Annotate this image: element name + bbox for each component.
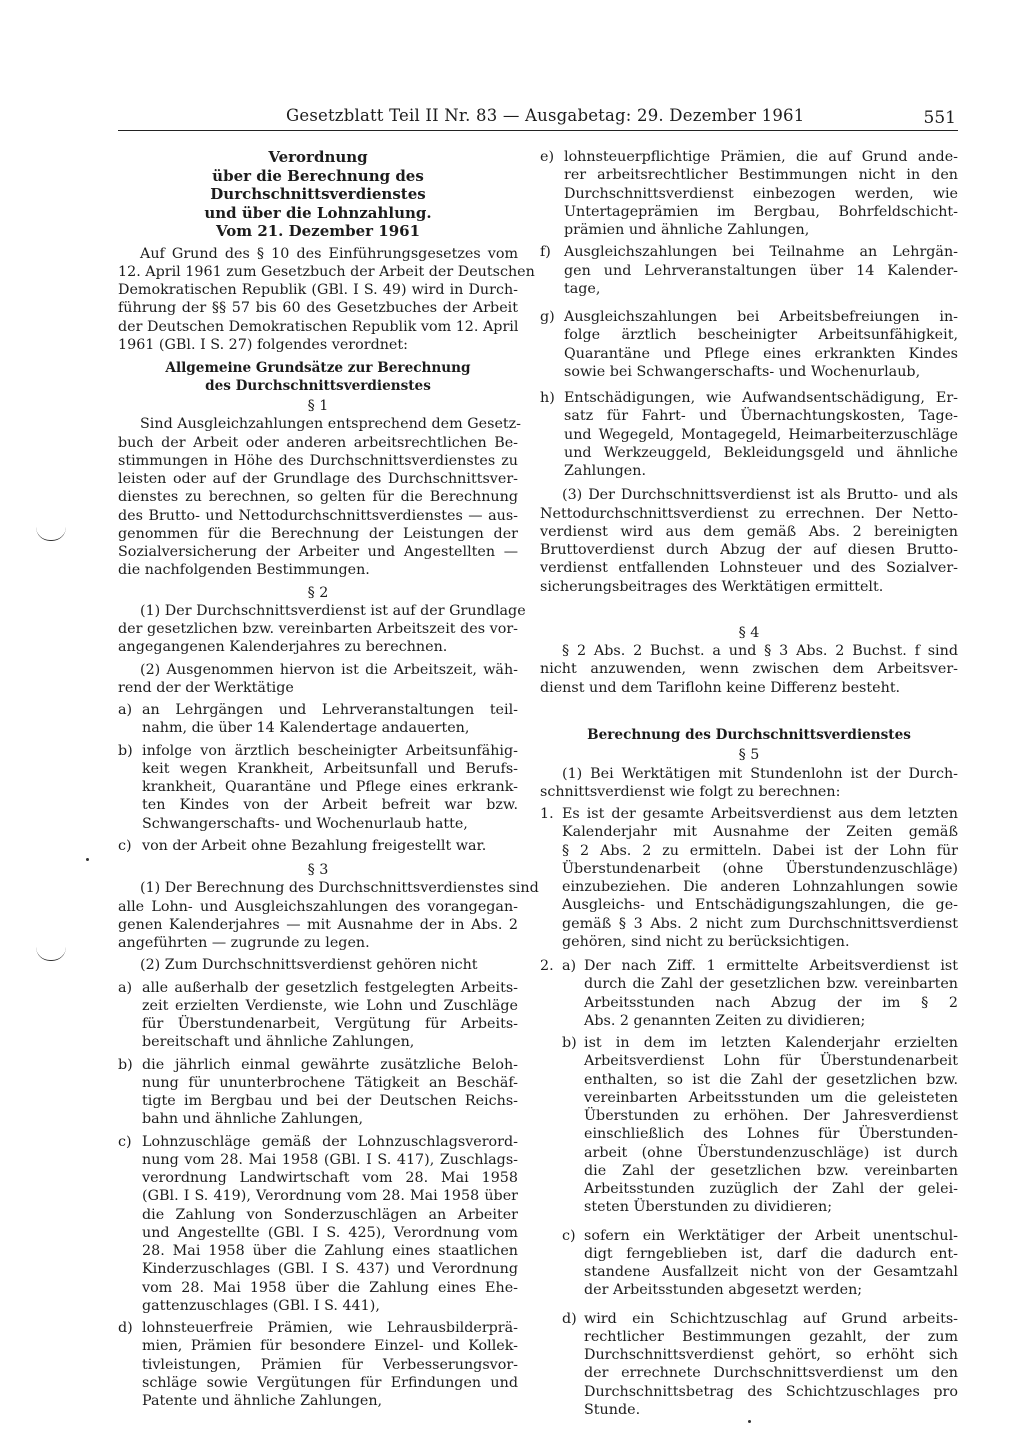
text-line: Zahlungen. — [564, 463, 647, 479]
paragraph-2-abs-1 — [118, 602, 526, 657]
text-line: sofern ein Werktätiger der Arbeit unentschul- — [584, 1227, 958, 1244]
heading-line: Allgemeine Grundsätze zur Berechnung — [165, 360, 471, 376]
text-line: leisten oder auf der Grundlage des Durchschnittsver- — [118, 471, 518, 487]
text-line: von der Arbeit ohne Bezahlung freigestellt war. — [142, 837, 487, 854]
text-line: ten Kindes von der Arbeit befreit war bzw. — [142, 797, 518, 814]
item-number: 2. — [540, 958, 554, 974]
text-line: tivleistungen, Prämien für Verbesserungsvor- — [142, 1356, 518, 1373]
text-line: vom 28. Mai 1958 über die Zahlung eines Ehe- — [142, 1279, 518, 1296]
list-label: c) — [118, 837, 132, 854]
text-line: vereinbarten Arbeitsstunden um die geleisteten — [584, 1089, 958, 1106]
list-label: e) — [540, 149, 555, 165]
text-line: verdienst entfallenden Lohnsteuer und des Sozialver- — [540, 560, 958, 577]
paragraph-3-abs-3 — [540, 486, 958, 596]
text-line: alle außerhalb der gesetzlich festgelegten Arbeits- — [142, 979, 518, 996]
text-line: standene Ausfallzeit nicht von der Gesamtzahl — [584, 1264, 958, 1280]
text-line: Sozialversicherung der Arbeiter und Angestellten — — [118, 544, 518, 560]
text-line: bahn und ähnliche Zahlungen, — [142, 1111, 364, 1128]
title-line: über die Berechnung des Durchschnittsverdienstes — [210, 166, 426, 203]
list-item — [540, 148, 958, 239]
text-line: (2) Ausgenommen hiervon ist die Arbeitszeit, wäh- — [140, 661, 518, 678]
text-line: krankheit, Quarantäne und Pflege eines erkrank- — [142, 779, 518, 795]
text-line: und Wegegeld, Montagegeld, Heimarbeiterzuschläge — [564, 426, 958, 443]
text-line: nicht anzuwenden, wenn zwischen dem Arbeitsver- — [540, 661, 958, 678]
text-line: Arbeitsverdienst Lohn für Überstundenarbeit — [584, 1053, 958, 1070]
text-line: verdienst wird aus dem gemäß Abs. 2 bereinigten — [540, 523, 958, 540]
text-line: infolge von ärztlich bescheinigter Arbeitsunfähig- — [142, 742, 518, 759]
text-line: Durchschnittsverdienst gehört, so erhöht sich — [584, 1347, 958, 1363]
text-line: durch die Zahl der gesetzlichen bzw. vereinbarten — [584, 976, 958, 993]
text-line: dienst und dem Tariflohn keine Differenz besteht. — [540, 679, 901, 696]
text-line: steten Überstunden zu dividieren; — [584, 1199, 833, 1216]
list-label: h) — [540, 390, 555, 406]
text-line: der Arbeitsstunden abgesetzt werden; — [584, 1282, 863, 1299]
list-label: g) — [540, 309, 555, 325]
text-line: einzubeziehen. Die anderen Lohnzahlungen sowie — [562, 879, 958, 895]
text-line: Kalenderjahr mit Ausnahme der Zeiten gemäß — [562, 824, 958, 841]
text-line: enthalten, so ist die Zahl der gesetzlichen bzw. — [584, 1071, 958, 1088]
text-line: Es ist der gesamte Arbeitsverdienst aus dem letzten — [562, 806, 958, 822]
paragraph-sign-4: § 4 — [738, 624, 760, 641]
text-line: schläge sowie Vergütungen für Erfindungen und — [142, 1374, 518, 1391]
text-line: Nettodurchschnittsverdienst zu errechnen. Der Netto- — [540, 505, 958, 522]
text-line: des Brutto- und Nettodurchschnittsverdienstes — aus- — [118, 507, 518, 524]
text-line: § 2 Abs. 2 zu ermitteln. Dabei ist der Lohn für — [562, 842, 958, 859]
list-item — [118, 742, 518, 833]
text-line: Schwangerschafts- und Wochenurlaub hatte, — [142, 815, 468, 832]
section-heading: Berechnung des Durchschnittsverdienstes — [587, 726, 911, 743]
text-line: (3) Der Durchschnittsverdienst ist als Brutto- und als — [562, 487, 958, 504]
text-line: Arbeitsstunden nach Abzug der im § 2 — [584, 994, 958, 1011]
list-item — [118, 979, 518, 1052]
list-label: a) — [118, 702, 133, 718]
title-line: Verordnung — [268, 148, 368, 166]
text-line: tigte im Bergbau und bei der Deutschen Reichs- — [142, 1093, 518, 1109]
text-line: dienstes zu berechnen, so gelten für die Berechnung — [118, 489, 518, 506]
sub-list-item — [562, 1310, 958, 1420]
paragraph-3-abs-1 — [118, 879, 539, 952]
text-line: (1) Bei Werktätigen mit Stundenlohn ist der Durch- — [562, 765, 958, 782]
text-line: Ausgleichszahlungen bei Teilnahme an Lehrgän- — [564, 244, 958, 261]
text-line: tage, — [564, 280, 601, 297]
text-line: Überstundenarbeit (ohne Überstundenzuschläge) — [562, 860, 958, 877]
list-label: b) — [562, 1035, 577, 1051]
left-column — [118, 148, 539, 1410]
text-line: Quarantäne und Pflege eines erkrankten Kindes — [564, 345, 958, 362]
paragraph-5-abs-1 — [540, 765, 958, 802]
text-line: Arbeitsstunden zuzüglich der Zahl der gelei- — [584, 1181, 958, 1197]
gazette-title: Gesetzblatt Teil II Nr. 83 — Ausgabetag: 29. Dezember 1961 — [286, 106, 805, 125]
page-number: 551 — [923, 108, 956, 128]
text-line: bereitschaft und ähnliche Zahlungen, — [142, 1034, 415, 1051]
list-item — [118, 701, 518, 738]
paragraph-sign-1: § 1 — [307, 398, 329, 414]
text-line: mien, Prämien für besondere Einzel- und Kollek- — [142, 1338, 518, 1355]
list-label: f) — [540, 244, 551, 261]
text-line: die Zahlung von Sonderzuschlägen an Arbeiter — [142, 1206, 518, 1223]
text-line: Kinderzuschlages (GBl. I S. 437) und Verordnung — [142, 1261, 518, 1278]
right-column — [540, 148, 958, 1419]
text-line: folge ärztlich bescheinigter Arbeitsunfähigkeit, — [564, 327, 958, 344]
text-line: Stunde. — [584, 1401, 641, 1418]
list-label: d) — [118, 1320, 133, 1336]
text-line: Sind Ausgleichzahlungen entsprechend dem Gesetz- — [140, 416, 522, 433]
page-header — [118, 104, 958, 131]
text-line: Untertageprämien im Bergbau, Bohrfeldschicht- — [564, 203, 958, 220]
text-line: angeführten — zugrunde zu legen. — [118, 935, 370, 951]
paragraph-sign-5: § 5 — [738, 747, 760, 764]
list-item — [540, 243, 958, 298]
text-line: alle Lohn- und Ausgleichszahlungen des vorangegan- — [118, 898, 518, 915]
text-line: satz für Fahrt- und Übernachtungskosten, Tage- — [564, 408, 958, 425]
text-line: 1961 (GBl. I S. 27) folgendes verordnet: — [118, 336, 408, 353]
list-item — [118, 1056, 518, 1129]
text-line: einschließlich des Lohnes für Überstunden- — [584, 1126, 958, 1143]
text-line: keit wegen Krankheit, Arbeitsunfall und Berufs- — [142, 760, 518, 777]
paragraph-sign-2: § 2 — [307, 584, 329, 601]
numbered-item — [540, 805, 958, 951]
list-label: c) — [562, 1227, 576, 1244]
margin-dot — [748, 1420, 751, 1423]
text-line: (1) Der Durchschnittsverdienst ist auf der Grundlage — [140, 602, 526, 619]
list-item — [540, 308, 958, 381]
text-line: verordnung Landwirtschaft vom 28. Mai 1958 — [142, 1170, 518, 1186]
text-line: die Zahl der gesetzlichen bzw. vereinbarten — [584, 1162, 958, 1179]
numbered-item — [540, 957, 958, 1030]
text-line: Lohnzuschläge gemäß der Lohnzuschlagsverord- — [142, 1133, 518, 1150]
text-line: Abs. 2 genannten Zeiten zu dividieren; — [584, 1012, 866, 1029]
list-item — [118, 1319, 518, 1410]
text-line: arbeit (ohne Überstundenzuschläge) ist durch — [584, 1144, 958, 1161]
list-label: a) — [118, 979, 133, 996]
text-line: gehören, sind nicht zu berücksichtigen. — [562, 933, 850, 950]
text-line: gattenzuschlages (GBl. I S. 441), — [142, 1297, 380, 1314]
text-line: lohnsteuerpflichtige Prämien, die auf Grund ande- — [564, 149, 958, 165]
text-line: wird ein Schichtzuschlag auf Grund arbeits- — [584, 1310, 958, 1327]
text-line: zeit erzielten Verdienste, wie Lohn und Zuschläge — [142, 997, 518, 1014]
margin-mark — [36, 526, 66, 541]
text-line: die jährlich einmal gewährte zusätzliche Beloh- — [142, 1056, 518, 1073]
text-line: und Angestellte (GBl. I S. 425), Verordnung vom — [142, 1224, 518, 1241]
paragraph-1-text — [118, 415, 522, 579]
text-line: genommen für die Berechnung der Leistungen der — [118, 525, 518, 542]
text-line: Durchschnittsverdienst einbezogen werden, wie — [564, 185, 958, 202]
list-label: b) — [118, 1056, 133, 1073]
text-line: Bruttoverdienst durch Abzug der auf diesen Brutto- — [540, 542, 958, 558]
item-number: 1. — [540, 806, 554, 822]
list-label: c) — [118, 1133, 132, 1150]
text-line: der gesetzlichen bzw. vereinbarten Arbeitszeit des vor- — [118, 621, 518, 637]
text-line: (GBl. I S. 419), Verordnung vom 28. Mai 1958 über — [142, 1188, 518, 1205]
text-line: buch der Arbeit oder anderen arbeitsrechtlichen Be- — [118, 434, 518, 451]
text-line: an Lehrgängen und Lehrveranstaltungen teil- — [142, 702, 518, 718]
text-line: Überstunden zu erhöhen. Der Jahresverdienst — [584, 1108, 958, 1124]
paragraph-sign-3: § 3 — [307, 862, 329, 878]
text-line: die nachfolgenden Bestimmungen. — [118, 562, 370, 579]
text-line: 12. April 1961 zum Gesetzbuch der Arbeit der Deutschen — [118, 263, 535, 280]
text-line: rer arbeitsrechtlicher Bestimmungen nicht in den — [564, 167, 958, 184]
text-line: nung vom 28. Mai 1958 (GBl. I S. 417), Zuschlags- — [142, 1151, 518, 1168]
text-line: schnittsverdienst wie folgt zu berechnen: — [540, 783, 841, 800]
list-item — [540, 389, 958, 480]
section-heading — [118, 360, 518, 395]
text-line: Durchschnittsbetrag des Schichtzuschlages pro — [584, 1383, 958, 1400]
text-line: führung der §§ 57 bis 60 des Gesetzbuches der Arbeit — [118, 300, 518, 317]
text-line: rend der der Werktätige — [118, 679, 294, 696]
text-line: Der nach Ziff. 1 ermittelte Arbeitsverdienst ist — [584, 958, 958, 974]
sub-list-item — [562, 1034, 958, 1217]
ordinance-title — [118, 148, 518, 241]
text-line: genen Kalenderjahres — mit Ausnahme der in Abs. 2 — [118, 916, 518, 933]
text-line: sicherungsbeitrages des Werktätigen ermittelt. — [540, 578, 884, 595]
list-label: b) — [118, 742, 133, 759]
title-date: Vom 21. Dezember 1961 — [215, 222, 421, 240]
text-line: prämien und ähnliche Zahlungen, — [564, 222, 810, 238]
text-line: für Überstundenarbeit, Vergütung für Arbeits- — [142, 1016, 518, 1032]
text-line: Ausgleichs- und Entschädigungszahlungen, die ge- — [562, 897, 958, 914]
intro-paragraph — [118, 245, 535, 355]
text-line: sowie bei Schwangerschafts- und Wochenurlaub, — [564, 363, 921, 380]
text-line: und Werkzeuggeld, Bekleidungsgeld und ähnliche — [564, 444, 958, 461]
paragraph-2-abs-2 — [118, 661, 518, 698]
sub-list-item — [562, 1227, 958, 1300]
text-line: stimmungen in Höhe des Durchschnittsverdienstes zu — [118, 452, 518, 469]
text-line: Ausgleichszahlungen bei Arbeitsbefreiungen in- — [564, 309, 958, 325]
text-line: nahm, die über 14 Kalendertage andauerten, — [142, 720, 470, 737]
text-line: Entschädigungen, wie Aufwandsentschädigung, Er- — [564, 390, 958, 406]
text-line: der Deutschen Demokratischen Republik vom 12. April — [118, 318, 519, 335]
text-line: (1) Der Berechnung des Durchschnittsverdienstes sind — [140, 880, 539, 897]
text-line: ist in dem im letzten Kalenderjahr erzielten — [584, 1035, 958, 1051]
text-line: digt ferngeblieben ist, darf die dadurch ent- — [584, 1245, 958, 1262]
text-line: rechtlicher Bestimmungen gezahlt, der zum — [584, 1328, 958, 1345]
text-line: Demokratischen Republik (GBl. I S. 49) wird in Durch- — [118, 282, 518, 298]
text-line: der errechnete Durchschnittsverdienst um den — [584, 1365, 958, 1382]
paragraph-4-text — [540, 642, 958, 697]
text-line: Patente und ähnliche Zahlungen, — [142, 1393, 383, 1409]
margin-mark — [36, 946, 66, 961]
title-line: und über die Lohnzahlung. — [204, 203, 432, 222]
list-item — [118, 837, 518, 855]
margin-dot — [86, 858, 89, 861]
list-item — [118, 1133, 518, 1316]
list-label: a) — [562, 958, 577, 974]
text-line: nung für ununterbrochene Tätigkeit an Beschäf- — [142, 1074, 518, 1091]
text-line: gemäß § 3 Abs. 2 nicht zum Durchschnittsverdienst — [562, 915, 958, 932]
list-label: d) — [562, 1310, 577, 1327]
text-line: gen und Lehrveranstaltungen über 14 Kalender- — [564, 262, 958, 279]
heading-line: des Durchschnittsverdienstes — [205, 377, 431, 394]
text-line: lohnsteuerfreie Prämien, wie Lehrausbilderprä- — [142, 1320, 518, 1336]
text-line: § 2 Abs. 2 Buchst. a und § 3 Abs. 2 Buchst. f sind — [562, 643, 958, 659]
text-line: angegangenen Kalenderjahres zu berechnen. — [118, 639, 448, 656]
text-line: 28. Mai 1958 über die Zahlung eines staatlichen — [142, 1243, 518, 1259]
text-line: Auf Grund des § 10 des Einführungsgesetzes vom — [140, 245, 518, 262]
paragraph-3-abs-2: (2) Zum Durchschnittsverdienst gehören nicht — [140, 957, 478, 974]
